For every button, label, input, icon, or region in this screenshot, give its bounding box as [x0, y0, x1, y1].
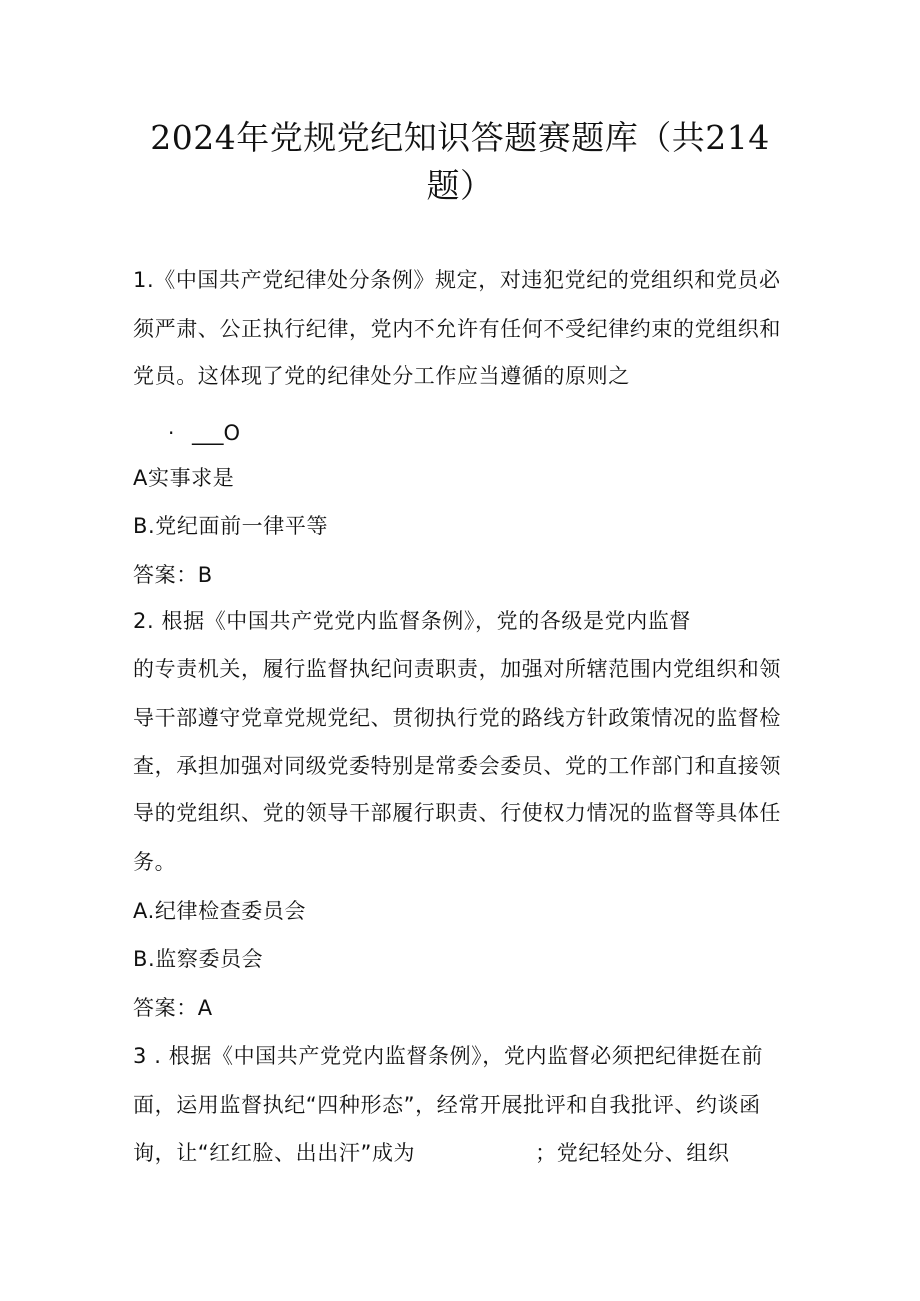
q1-stem-line-2: 须严肃、公正执行纪律，党内不允许有任何不受纪律约束的党组织和 [133, 317, 781, 341]
q2-stem-line-3: 导干部遵守党章党规党纪、贯彻执行党的路线方针政策情况的监督检 [133, 706, 781, 730]
q2-option-b: B.监察委员会 [133, 947, 264, 971]
q2-option-a: A.纪律检查委员会 [133, 899, 307, 923]
q2-stem-line-6: 务。 [133, 850, 177, 874]
q3-stem-line-2: 面，运用监督执纪“四种形态”，经常开展批评和自我批评、约谈函 [133, 1093, 761, 1117]
q2-stem-line-5: 导的党组织、党的领导干部履行职责、行使权力情况的监督等具体任 [133, 801, 781, 825]
q3-stem-line-3 [133, 1138, 730, 1168]
q1-bullet-dot: · [168, 421, 175, 445]
q1-option-b: B.党纪面前一律平等 [133, 514, 329, 538]
q2-stem-line-2: 的专责机关，履行监督执纪问责职责，加强对所辖范围内党组织和领 [133, 657, 781, 681]
q1-stem-line-3: 党员。这体现了党的纪律处分工作应当遵循的原则之 [133, 364, 630, 388]
q2-stem-line-1: 2. 根据《中国共产党党内监督条例》，党的各级是党内监督 [133, 609, 692, 633]
q1-answer: 答案：B [133, 563, 213, 587]
document-title-line-1: 2024年党规党纪知识答题赛题库（共214 [150, 118, 770, 157]
q3-stem-line-3-after-blank: ；党纪轻处分、组织 [535, 1141, 730, 1165]
q1-answer-blank: ___O [192, 421, 241, 445]
document-title-line-2: 题） [426, 166, 494, 205]
q2-answer: 答案：A [133, 996, 213, 1020]
q3-stem-line-3-before-blank: 询，让“红红脸、出出汗”成为 [133, 1141, 416, 1165]
q1-option-a: A实事求是 [133, 466, 235, 490]
q3-stem-line-1: 3 . 根据《中国共产党党内监督条例》，党内监督必须把纪律挺在前 [133, 1044, 764, 1068]
q2-stem-line-4: 查，承担加强对同级党委特别是常委会委员、党的工作部门和直接领 [133, 754, 781, 778]
q1-stem-line-1: 1.《中国共产党纪律处分条例》规定，对违犯党纪的党组织和党员必 [133, 268, 781, 292]
